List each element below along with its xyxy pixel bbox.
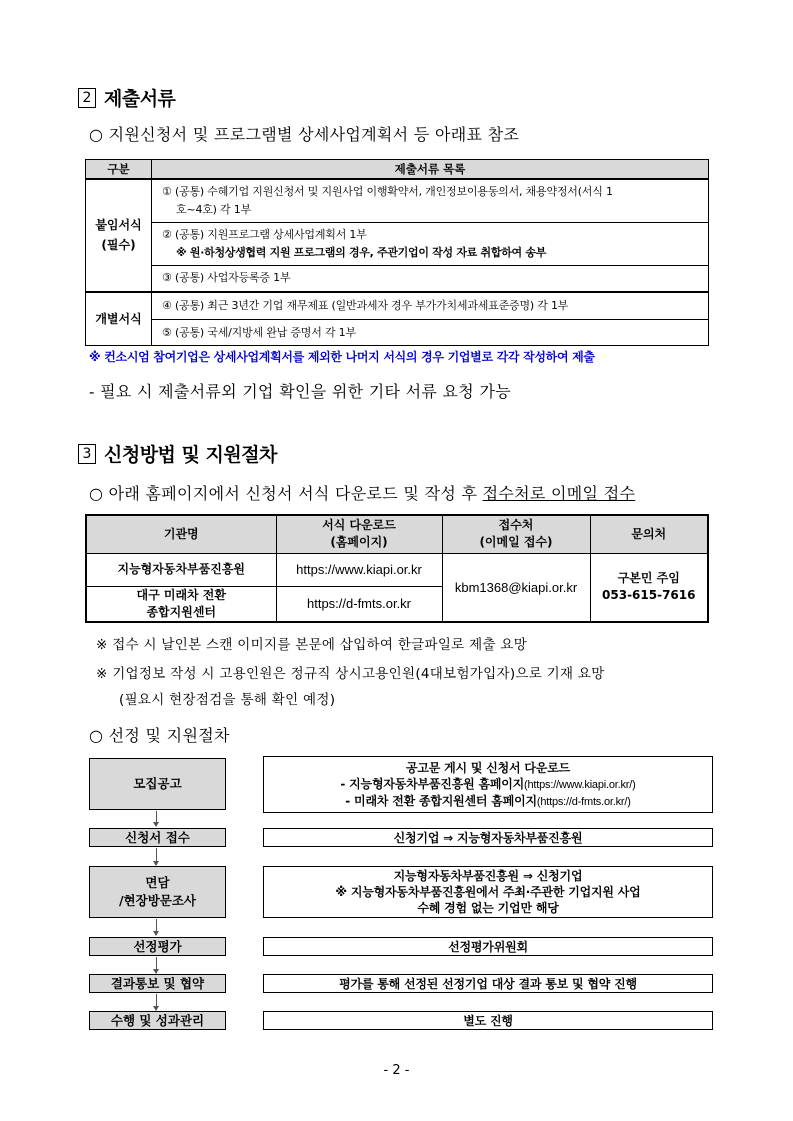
org-kiapi: 지능형자동차부품진흥원 [86, 553, 276, 586]
flow-arrow [156, 957, 157, 973]
section-3-intro: ○ 아래 홈페이지에서 신청서 서식 다운로드 및 작성 후 접수처로 이메일 접수 [89, 484, 636, 503]
doc-item-5: ⑤ (공통) 국세/지방세 완납 증명서 각 1부 [152, 320, 709, 346]
flow-step-agreement: 결과통보 및 협약 [89, 974, 226, 993]
flow-step-interview: 면담 /현장방문조사 [89, 866, 226, 918]
header-receipt: 접수처 (이메일 접수) [442, 515, 590, 553]
section-2-title: 제출서류 [104, 88, 176, 110]
flow-step-application: 신청서 접수 [89, 828, 226, 847]
table-row [86, 266, 709, 292]
flow-arrow [156, 848, 157, 865]
flow-desc-evaluation: 선정평가위원회 [263, 937, 713, 956]
flow-step-evaluation: 선정평가 [89, 937, 226, 956]
flow-arrow [156, 994, 157, 1010]
flow-desc-management: 별도 진행 [263, 1011, 713, 1030]
flow-desc-agreement: 평가를 통해 선정된 선정기업 대상 결과 통보 및 협약 진행 [263, 974, 713, 993]
flow-arrow [156, 811, 157, 826]
doc-item-4: ④ (공통) 최근 3년간 기업 재무제표 (일반과세자 경우 부가가치세과세표준증명) 각 1부 [152, 292, 709, 320]
flow-desc-interview: 지능형자동차부품진흥원 ⇒ 신청기업 ※ 지능형자동차부품진흥원에서 주최·주관한 기업지원 사업 수혜 경험 없는 기업만 해당 [263, 866, 713, 918]
contact-phone: 053-615-7616 [602, 588, 696, 602]
intro-underlined: 접수처로 이메일 접수 [482, 484, 636, 503]
flow-arrow [156, 919, 157, 935]
flow-step-announcement: 모집공고 [89, 758, 226, 810]
section-3-title: 신청방법 및 지원절차 [104, 444, 277, 466]
group-individual-label: 개별서식 [86, 292, 152, 346]
doc-item-3: ③ (공통) 사업자등록증 1부 [152, 266, 709, 292]
url-kiapi-link[interactable]: https://www.kiapi.or.kr [276, 553, 442, 586]
section-2-heading [78, 84, 175, 111]
section-2-intro: ○ 지원신청서 및 프로그램별 상세사업계획서 등 아래표 참조 [89, 125, 520, 144]
note-employment: ※ 기업정보 작성 시 고용인원은 정규직 상시고용인원(4대보험가입자)으로 기재 요망 [96, 666, 605, 682]
section-2-number: 2 [78, 88, 96, 108]
table-row [86, 179, 709, 223]
extra-docs-note: - 필요 시 제출서류외 기업 확인을 위한 기타 서류 요청 가능 [89, 382, 511, 401]
header-contact: 문의처 [590, 515, 708, 553]
flow-desc-application: 신청기업 ⇒ 지능형자동차부품진흥원 [263, 828, 713, 847]
url-dfmts-link[interactable]: https://d-fmts.or.kr [276, 586, 442, 622]
doc-item-1: ① (공통) 수혜기업 지원신청서 및 지원사업 이행확약서, 개인정보이용동의서, 채용약정서(서식 1 호~4호) 각 1부 [152, 179, 709, 223]
header-category: 구분 [86, 160, 152, 179]
note-scan: ※ 접수 시 날인본 스캔 이미지를 본문에 삽입하여 한글파일로 제출 요망 [96, 637, 528, 653]
documents-table-header [86, 160, 709, 179]
header-org: 기관명 [86, 515, 276, 553]
documents-table [85, 159, 709, 346]
application-table [85, 514, 709, 623]
flow-step-management: 수행 및 성과관리 [89, 1011, 226, 1030]
section-3-number: 3 [78, 444, 96, 464]
process-title: ○ 선정 및 지원절차 [89, 726, 230, 745]
note-inspection: (필요시 현장점검을 통해 확인 예정) [119, 692, 336, 708]
doc-item-2: ② (공통) 지원프로그램 상세사업계획서 1부 ※ 원·하청상생협력 지원 프로그램의 경우, 주관기업이 작성 자료 취합하여 송부 [152, 223, 709, 266]
application-table-header [86, 515, 708, 553]
header-download: 서식 다운로드 (홈페이지) [276, 515, 442, 553]
table-row [86, 292, 709, 320]
table-row [86, 553, 708, 586]
org-dfmts: 대구 미래차 전환 종합지원센터 [86, 586, 276, 622]
section-3-heading [78, 440, 277, 467]
receipt-email-link[interactable]: kbm1368@kiapi.or.kr [442, 553, 590, 622]
consortium-note: ※ 컨소시엄 참여기업은 상세사업계획서를 제외한 나머지 서식의 경우 기업별로 각각 작성하여 제출 [89, 350, 595, 364]
contact-cell [590, 553, 708, 622]
contact-name: 구본민 주임 [617, 571, 680, 585]
header-documents: 제출서류 목록 [152, 160, 709, 179]
table-row [86, 223, 709, 266]
group-required-label: 붙임서식 (필수) [86, 179, 152, 292]
table-row [86, 320, 709, 346]
flow-desc-announcement: 공고문 게시 및 신청서 다운로드 - 지능형자동차부품진흥원 홈페이지(https://www.kiapi.or.kr/) - 미래차 전환 종합지원센터 홈페이지(https://d-fmts.or.kr/) [263, 756, 713, 813]
page-number: - 2 - [383, 1063, 410, 1078]
